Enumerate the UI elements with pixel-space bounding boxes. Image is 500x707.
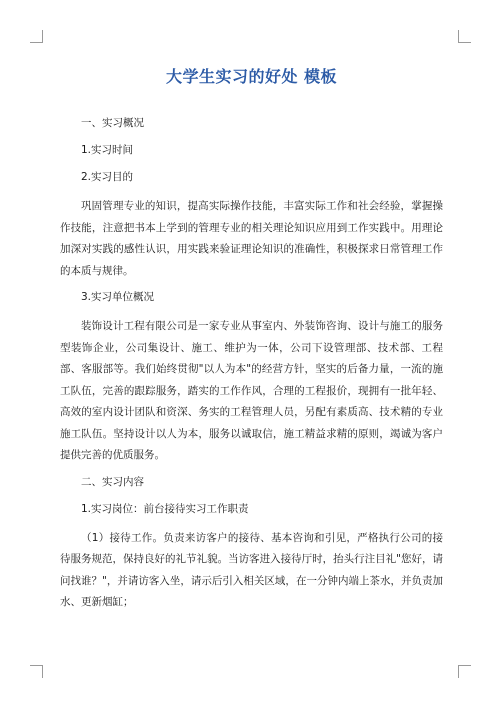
section-heading-content: 二、实习内容: [81, 475, 144, 488]
paragraph-company: 装饰设计工程有限公司是一家专业从事室内、外装饰咨询、设计与施工的服务型装饰企业，公司集设计、施工、维护为一体，公司下设管理部、技术部、工程部、客服部等。我们始终贯彻"以人为本"的经营方针，坚实的后备力量，一流的施工队伍，完善的跟踪服务，踏实的工作作风，合理的工程报价，现拥有一批年轻、高效的室内设计团队和资深、务实的工程管理人员，另配有素质高、技术精的专业施工队伍。坚持设计以人为本，服务以诚取信，施工精益求精的原则，竭诚为客户提供完善的优质服务。: [60, 320, 443, 461]
subheading-internship-time: 1.实习时间: [81, 144, 134, 156]
subheading-company-overview: 3.实习单位概况: [81, 291, 155, 303]
crop-mark-top-left: [30, 30, 43, 43]
subheading-internship-purpose: 2.实习目的: [81, 171, 134, 183]
document-page: [60, 56, 443, 621]
subheading-position: 1.实习岗位：前台接待实习工作职责: [81, 502, 249, 515]
paragraph-reception-duty: （1）接待工作。负责来访客户的接待、基本咨询和引见，严格执行公司的接待服务规范，保持良好的礼节礼貌。当访客进入接待厅时，抬头行注目礼"您好，请问找谁？"，并请访客入坐，请示后引入相关区域，在一分钟内端上茶水，并负责加水、更新烟缸；: [60, 531, 443, 608]
document-title: 大学生实习的好处 模板: [165, 67, 338, 86]
paragraph-purpose: 巩固管理专业的知识，提高实际操作技能，丰富实际工作和社会经验，掌握操作技能，注意把书本上学到的管理专业的相关理论知识应用到工作实践中。用理论加深对实践的感性认识，用实践来验证理论知识的准确性，积极探求日常管理工作的本质与规律。: [60, 200, 443, 277]
crop-mark-top-right: [458, 30, 471, 43]
crop-mark-bottom-left: [30, 665, 43, 678]
section-heading-overview: 一、实习概况: [81, 117, 144, 129]
crop-mark-bottom-right: [458, 665, 471, 678]
